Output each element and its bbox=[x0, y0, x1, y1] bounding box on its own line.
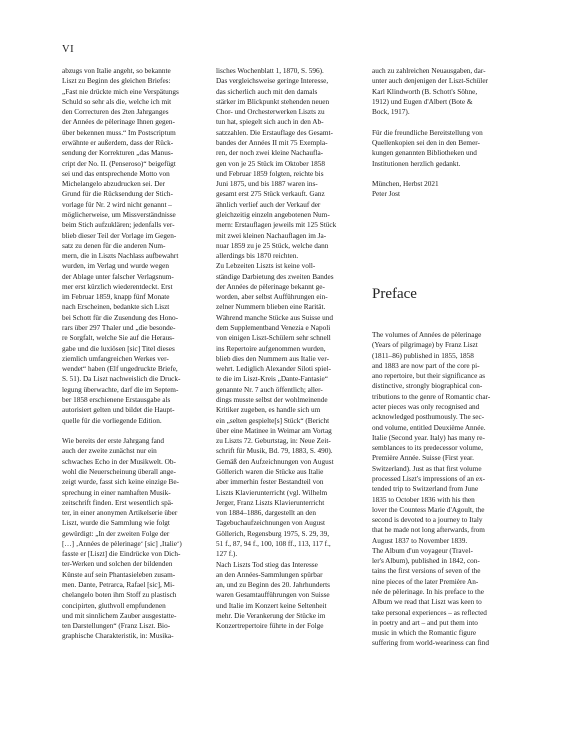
text-line: ständige Darbietung des zweiten Bandes bbox=[216, 272, 334, 281]
text-line: Tagebuchaufzeichnungen von August bbox=[216, 519, 326, 528]
text-line: Göllerich, Regensburg 1975, S. 29, 39, bbox=[216, 529, 330, 538]
text-line: an, und zu Beginn des 20. Jahrhunderts bbox=[216, 581, 330, 590]
text-line bbox=[372, 117, 512, 127]
text-line bbox=[62, 426, 202, 436]
text-column-3 bbox=[372, 66, 512, 200]
text-line: 1912) und Eugen d'Albert (Bote & bbox=[372, 97, 473, 106]
text-line: möglicherweise, um Missverständnisse bbox=[62, 210, 176, 219]
text-line: das sicherlich auch mit den damals bbox=[216, 87, 318, 96]
preface-heading: Preface bbox=[372, 286, 417, 302]
text-line: ein „selten gespielte[s] Stück“ (Bericht bbox=[216, 416, 330, 425]
text-line: fasste er [Liszt] die Eindrücke von Dich- bbox=[62, 550, 181, 559]
text-line: chelangelo boten ihm Stoff zu plastisch bbox=[62, 591, 177, 600]
text-line: August 1837 to November 1839. bbox=[372, 536, 468, 545]
text-line: aber immerhin fester Bestandteil von bbox=[216, 478, 324, 487]
text-line: gewürdigt: „In der zweiten Folge der bbox=[62, 529, 170, 538]
text-line: unter auch denjenigen der Liszt-Schüler bbox=[372, 77, 488, 86]
text-line: sprechung in einer namhaften Musik- bbox=[62, 488, 171, 497]
text-line: bei Schott für die Zusendung des Hono- bbox=[62, 313, 178, 322]
text-line: gen von je 25 Stück im Oktober 1858 bbox=[216, 159, 325, 168]
text-line: concipirten, gluthvoll empfundenen bbox=[62, 601, 166, 610]
text-line: über bekennen muss.“ Im Postscriptum bbox=[62, 128, 176, 137]
text-line: der Années de pèlerinage Ihnen gegen- bbox=[62, 118, 175, 127]
text-line: Göllerich waren die Stücke aus Italie bbox=[216, 467, 324, 476]
text-line: legung überwachte, darf die im Septem- bbox=[62, 385, 179, 394]
text-line: autorisiert gelten und bildet die Haupt- bbox=[62, 406, 175, 415]
text-line: te die im Liszt-Kreis „Dante-Fantasie“ bbox=[216, 375, 328, 384]
text-line: kungen genannten Bibliotheken und bbox=[372, 149, 477, 158]
text-line: Première Année. Suisse (First year. bbox=[372, 454, 474, 463]
text-line: „Fast nie drückte mich eine Verspätungs bbox=[62, 87, 179, 96]
text-line: music in which the Romantic figure bbox=[372, 629, 477, 638]
text-line: von einigen Liszt-Schülern sehr schnell bbox=[216, 334, 331, 343]
text-line: ber 1858 erschienene Erstausgabe als bbox=[62, 396, 171, 404]
text-line: Liszts Klavierunterricht (vgl. Wilhelm bbox=[216, 488, 328, 497]
text-line: sei und das entsprechende Motto von bbox=[62, 169, 170, 178]
text-line: worden, aber selbst Aufführungen ein- bbox=[216, 293, 328, 302]
text-line: Bock, 1917). bbox=[372, 108, 410, 117]
text-line: Institutionen herzlich gedankt. bbox=[372, 159, 461, 168]
text-line: wendet“ haben (Elf ungedruckte Briefe, bbox=[62, 365, 178, 374]
text-line: satzzahlen. Die Erstauflage des Gesamt- bbox=[216, 128, 333, 137]
text-line: bandes der Années II mit 75 Exempla- bbox=[216, 138, 328, 147]
text-line: mer erst kürzlich wiederentdeckt. Erst bbox=[62, 282, 173, 291]
text-line: über eine Matinee in Weimar am Vortag bbox=[216, 426, 332, 435]
text-line: zu Liszts 72. Geburtstag, in: Neue Zeit- bbox=[216, 437, 331, 446]
text-line: ler's Album), published in 1842, con- bbox=[372, 557, 480, 566]
text-line: mern, die in Liszts Nachlass aufbewahrt bbox=[62, 252, 179, 261]
text-line: im Februar 1859, knapp fünf Monate bbox=[62, 293, 170, 302]
text-line: Nach Liszts Tod stieg das Interesse bbox=[216, 560, 318, 569]
text-line: gleichzeitig einzeln angebotenen Num- bbox=[216, 210, 330, 219]
text-line: und Februar 1859 folgten, reichte bis bbox=[216, 169, 324, 178]
text-line: ähnlich verlief auch der Verkauf der bbox=[216, 200, 321, 209]
text-line: tun hat, spiegelt sich auch in den Ab- bbox=[216, 118, 324, 127]
text-line: mehr. Die Verankerung der Stücke im bbox=[216, 611, 326, 620]
text-line: ziemlich umfangreichen Werkes ver- bbox=[62, 354, 169, 363]
text-line: Das vergleichsweise geringe Interesse, bbox=[216, 77, 329, 86]
text-line: zeigt wurde, fasst sich keine einzige Be- bbox=[62, 478, 179, 487]
text-line: that he made not long afterwards, from bbox=[372, 526, 485, 535]
text-line: Zu Lebzeiten Liszts ist keine voll- bbox=[216, 262, 316, 271]
text-line: auch der zweite zunächst nur ein bbox=[62, 447, 157, 456]
text-line: cript der No. II. (Penseroso)“ beigefügt bbox=[62, 159, 176, 168]
text-line: der Années de pèlerinage bekannt ge- bbox=[216, 282, 325, 291]
text-line: an den Années-Sammlungen spürbar bbox=[216, 570, 323, 579]
text-line: acter pieces was only recognised and bbox=[372, 402, 480, 411]
text-line: sendung der Korrekturen „das Manus- bbox=[62, 149, 174, 158]
text-line: waren Gesamtaufführungen von Suisse bbox=[216, 591, 330, 600]
text-line: (Years of pilgrimage) by Franz Liszt bbox=[372, 341, 478, 350]
text-line: Konzertrepertoire führte in der Folge bbox=[216, 622, 324, 631]
text-line: S. 51). Da Liszt nachweislich die Druck- bbox=[62, 375, 181, 384]
text-line: Liszt, wurde die Sammlung wie folgt bbox=[62, 519, 170, 528]
text-line: 51 f., 87, 94 f., 100, 108 ff., 113, 117 f., bbox=[216, 539, 331, 548]
page-number: VI bbox=[62, 44, 75, 55]
text-line: ter, in einer anonymen Artikelserie über bbox=[62, 509, 178, 518]
text-line: tributions to the genre of Romantic char- bbox=[372, 392, 491, 401]
text-line: ins Repertoire aufgenommen wurden, bbox=[216, 344, 326, 353]
text-line: stärker im Blickpunkt stehenden neuen bbox=[216, 97, 330, 106]
text-line: gesamt erst 275 Stück verkauft. Ganz bbox=[216, 190, 325, 199]
text-line: 1835 to October 1836 with his then bbox=[372, 495, 475, 504]
text-line: Peter Jost bbox=[372, 190, 400, 199]
text-line: Quellenkopien sei den in den Bemer- bbox=[372, 138, 480, 147]
text-line: ren, der noch zwei kleine Nachaufla- bbox=[216, 149, 324, 158]
text-line: der Ablage unter falscher Verlagsnum- bbox=[62, 272, 174, 281]
text-line: den Correcturen des 2ten Jahrganges bbox=[62, 108, 169, 117]
text-line: 127 f.). bbox=[216, 550, 238, 559]
text-line: semblances to its predecessor volume, bbox=[372, 444, 483, 453]
text-line: erwähnte er außerdem, dass der Rück- bbox=[62, 138, 174, 147]
text-line: Grund für die Rücksendung der Stich- bbox=[62, 190, 173, 199]
text-line: allerdings bis 1870 reichten. bbox=[216, 252, 299, 261]
text-line: dem Supplementband Venezia e Napoli bbox=[216, 324, 331, 333]
text-line: blieb dies den Nummern aus Italie ver- bbox=[216, 354, 329, 363]
text-line: The volumes of Années de pèlerinage bbox=[372, 331, 482, 339]
text-line: men. Dante, Petrarca, Rafael [sic], Mi- bbox=[62, 581, 175, 590]
text-line: und mit sinnlichem Zauber ausgestatte- bbox=[62, 611, 177, 620]
text-line: second is devoted to a journey to Italy bbox=[372, 516, 483, 525]
text-line: wohl die Neuerscheinung überall ange- bbox=[62, 467, 176, 476]
text-line: Karl Klindworth (B. Schott's Söhne, bbox=[372, 87, 478, 96]
text-line: lisches Wochenblatt 1, 1870, S. 596). bbox=[216, 67, 324, 75]
text-line: Wie bereits der erste Jahrgang fand bbox=[62, 437, 165, 446]
text-line: wehrt. Lediglich Alexander Siloti spiel- bbox=[216, 365, 331, 374]
text-line: ter-Werken und solchen der bildenden bbox=[62, 560, 173, 569]
text-line: tended trip to Switzerland from June bbox=[372, 485, 479, 494]
text-line: nach Erscheinen, bedankte sich Liszt bbox=[62, 303, 170, 312]
text-line: München, Herbst 2021 bbox=[372, 180, 439, 189]
text-line: schwaches Echo in der Musikwelt. Ob- bbox=[62, 457, 176, 466]
text-line: […] ‚Années de pèlerinage‘ [sic] ‚Italie‘) bbox=[62, 539, 182, 548]
text-line: und Italie im Konzert keine Seltenheit bbox=[216, 601, 327, 610]
text-line: Jerger, Franz Liszts Klavierunterricht bbox=[216, 498, 325, 507]
text-line: ond volume, entitled Deuxième Année. bbox=[372, 423, 486, 432]
text-line: mern: Erstauflagen jeweils mit 125 Stück bbox=[216, 221, 337, 230]
text-line: (1811–86) published in 1855, 1858 bbox=[372, 351, 474, 360]
text-line: Künste auf sein Phantasieleben zusam- bbox=[62, 570, 176, 579]
text-line: acknowledged posthumously. The sec- bbox=[372, 413, 485, 422]
text-line: von 1884–1886, dargestellt an den bbox=[216, 509, 316, 518]
text-line: ano repertoire, but their significance as bbox=[372, 372, 486, 381]
text-line: genannte Nr. 7 auch öffentlich; aller- bbox=[216, 385, 323, 394]
text-column-2 bbox=[216, 66, 356, 631]
text-line: The Album d'un voyageur (Travel- bbox=[372, 546, 473, 555]
text-line: née de pèlerinage. In his preface to the bbox=[372, 588, 484, 597]
text-line: Album we read that Liszt was keen to bbox=[372, 598, 482, 607]
text-line: zelner Nummern blieben eine Rarität. bbox=[216, 303, 326, 312]
text-line bbox=[372, 169, 512, 179]
text-line: Gemäß den Aufzeichnungen von August bbox=[216, 457, 334, 466]
text-line: mit zwei kleinen Nachauflagen im Ja- bbox=[216, 231, 327, 240]
text-line: rars über 297 Thaler und „die besonde- bbox=[62, 324, 176, 333]
text-line: vorlage für Nr. 2 wird nicht genannt – bbox=[62, 200, 172, 209]
text-line: processed Liszt's impressions of an ex- bbox=[372, 474, 486, 483]
text-line: zeitschrift finden. Erst wesentlich spä- bbox=[62, 498, 174, 507]
text-line: distinctive, strongly biographical con- bbox=[372, 382, 483, 391]
text-line: Während manche Stücke aus Suisse und bbox=[216, 313, 333, 322]
text-line: Schuld so sehr als die, welche ich mit bbox=[62, 97, 172, 106]
text-line: wurden, im Verlag und wurde wegen bbox=[62, 262, 169, 271]
text-line: beim Stich aufzuklären; jedenfalls ver- bbox=[62, 221, 175, 230]
text-line: Chor- und Orchesterwerken Liszts zu bbox=[216, 108, 325, 117]
text-line: graphische Charakteristik, in: Musika- bbox=[62, 632, 174, 641]
text-line: take personal experiences – as reflected bbox=[372, 608, 487, 617]
text-line: Switzerland). Just as that first volume bbox=[372, 464, 482, 473]
text-line: schrift für Musik, Bd. 79, 1883, S. 490). bbox=[216, 447, 333, 456]
text-line: Juni 1875, und bis 1887 waren ins- bbox=[216, 180, 318, 189]
text-line: Für die freundliche Bereitstellung von bbox=[372, 128, 483, 137]
text-line: re Sorgfalt, welche Sie auf die Heraus- bbox=[62, 334, 175, 343]
text-line: tains the first versions of seven of the bbox=[372, 567, 481, 576]
text-line: in poetry and art – and put them into bbox=[372, 618, 478, 627]
preface-text-column bbox=[372, 330, 512, 649]
text-line: quelle für die vorliegende Edition. bbox=[62, 416, 162, 425]
text-line: nuar 1859 zu je 25 Stück, welche dann bbox=[216, 241, 329, 250]
text-line: satz zu denen für die anderen Num- bbox=[62, 241, 166, 250]
text-line: blieb dieser Teil der Vorlage im Gegen- bbox=[62, 231, 177, 240]
text-line: abzugs von Italie angeht, so bekannte bbox=[62, 67, 171, 75]
text-line: Liszt zu Beginn des gleichen Briefes: bbox=[62, 77, 171, 86]
text-line: nine pieces of the later Première An- bbox=[372, 577, 479, 586]
text-line: dings musste selbst der wohlmeinende bbox=[216, 396, 328, 404]
text-column-1 bbox=[62, 66, 202, 642]
text-line: gabe und die luxiösen [sic] Titel dieses bbox=[62, 344, 175, 353]
text-line: auch zu zahlreichen Neuausgaben, dar- bbox=[372, 67, 486, 75]
text-line: lover the Countess Marie d'Agoult, the bbox=[372, 505, 485, 514]
text-line: Kritiker zugeben, es handle sich um bbox=[216, 406, 321, 415]
text-line: ten Darstellungen“ (Franz Liszt. Bio- bbox=[62, 622, 171, 631]
text-line: suffering from world-weariness can find bbox=[372, 639, 490, 648]
text-line: and 1883 are now part of the core pi- bbox=[372, 361, 480, 370]
text-line: Michelangelo abzudrucken sei. Der bbox=[62, 180, 166, 189]
text-line: Italie (Second year. Italy) has many re- bbox=[372, 433, 485, 442]
